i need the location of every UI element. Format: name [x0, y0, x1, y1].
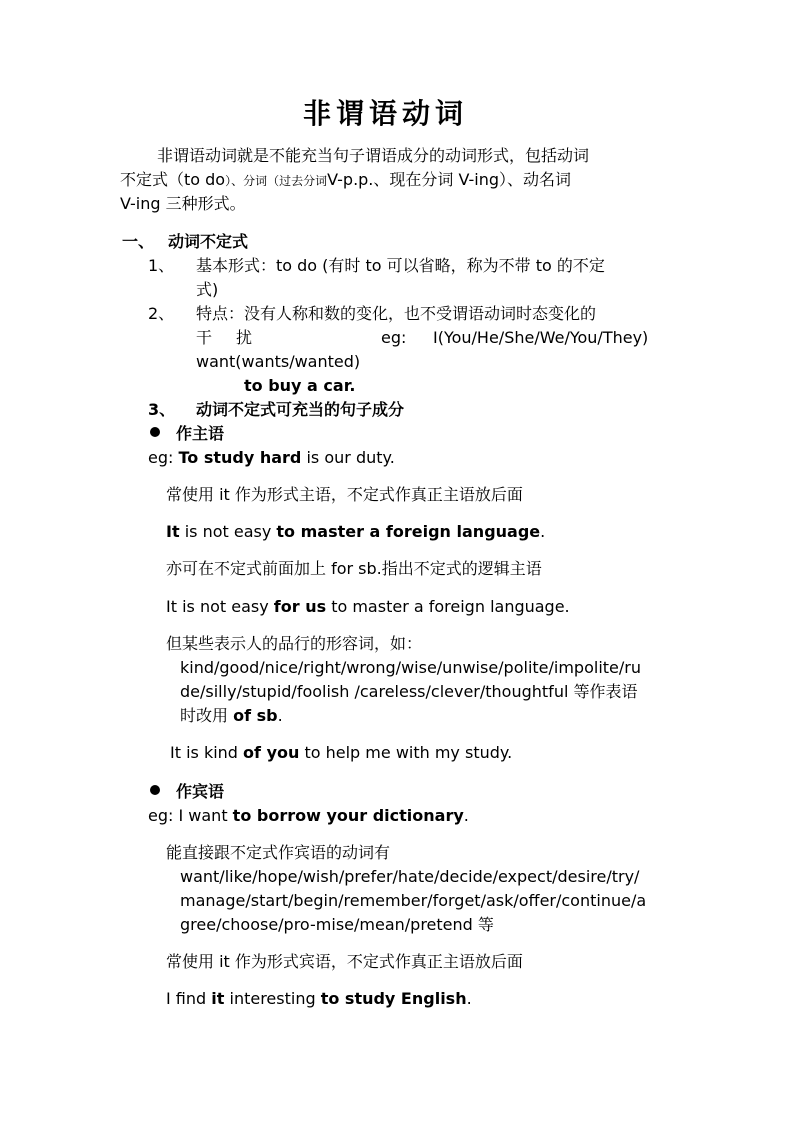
subsection-heading-object: 作宾语 — [176, 782, 225, 801]
note-text: want/like/hope/wish/prefer/hate/decide/expect/desire/try/ — [180, 867, 640, 886]
note-text: kind/good/nice/right/wrong/wise/unwise/polite/impolite/ru — [180, 658, 641, 677]
section-heading: 动词不定式 — [168, 232, 249, 251]
intro-line-3: V-ing 三种形式。 — [120, 194, 246, 213]
item-number: 3、 — [148, 400, 176, 419]
note-text: gree/choose/pro-mise/mean/pretend 等 — [180, 915, 494, 934]
example-sentence: It is not easy to master a foreign language. — [166, 522, 546, 541]
item-text: 特点：没有人称和数的变化，也不受谓语动词时态变化的 — [196, 304, 597, 323]
item-text: 扰 — [236, 328, 253, 347]
note-text: de/silly/stupid/foolish /careless/clever/thoughtful 等作表语 — [180, 682, 638, 701]
note-text: manage/start/begin/remember/forget/ask/offer/continue/a — [180, 891, 647, 910]
example-sentence: eg: I want to borrow your dictionary. — [148, 806, 469, 825]
item-heading: 动词不定式可充当的句子成分 — [196, 400, 405, 419]
intro-line-2: 不定式（to do）、分词（过去分词V-p.p.、现在分词 V-ing）、动名词 — [120, 170, 572, 189]
intro-line-1: 非谓语动词就是不能充当句子谓语成分的动词形式，包括动词 — [157, 146, 590, 165]
example-sentence: eg: To study hard is our duty. — [148, 448, 395, 467]
item-text: want(wants/wanted) — [196, 352, 361, 371]
example-sentence: I find it interesting to study English. — [166, 989, 472, 1008]
note-text: 但某些表示人的品行的形容词，如： — [166, 634, 423, 653]
item-number: 1、 — [148, 256, 175, 275]
item-text: 式) — [196, 280, 219, 299]
note-text: 常使用 it 作为形式主语，不定式作真正主语放后面 — [166, 485, 523, 504]
item-text: 基本形式：to do (有时 to 可以省略，称为不带 to 的不定 — [196, 256, 605, 275]
item-text: 干 — [196, 328, 213, 347]
subsection-heading-subject: 作主语 — [176, 424, 225, 443]
section-number: 一、 — [122, 232, 155, 251]
note-text: 常使用 it 作为形式宾语，不定式作真正主语放后面 — [166, 952, 523, 971]
item-text: eg: — [381, 328, 407, 347]
item-text: to buy a car. — [244, 376, 356, 395]
item-number: 2、 — [148, 304, 175, 323]
note-text: 能直接跟不定式作宾语的动词有 — [166, 843, 391, 862]
note-text: 时改用 of sb. — [180, 706, 283, 725]
item-text: I(You/He/She/We/You/They) — [433, 328, 649, 347]
page-title: 非谓语动词 — [303, 97, 469, 130]
bullet-icon — [150, 785, 160, 795]
example-sentence: It is not easy for us to master a foreign language. — [166, 597, 570, 616]
example-sentence: It is kind of you to help me with my study. — [170, 743, 513, 762]
note-text: 亦可在不定式前面加上 for sb.指出不定式的逻辑主语 — [166, 559, 542, 578]
bullet-icon — [150, 427, 160, 437]
